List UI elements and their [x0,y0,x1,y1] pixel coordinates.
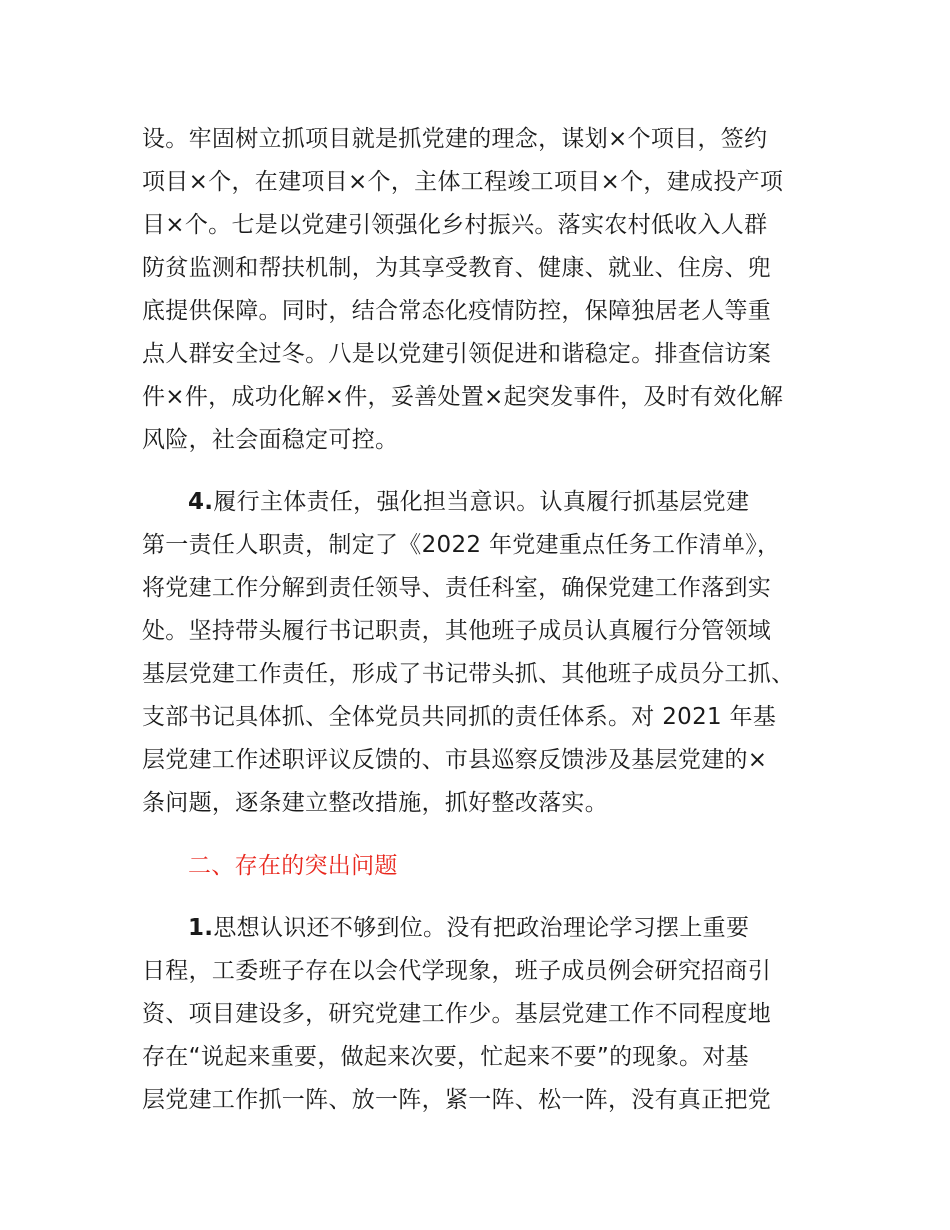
paragraph-line: 风险，社会面稳定可控。 [142,427,399,453]
paragraph-line: 支部书记具体抓、全体党员共同抓的责任体系。对 2021 年基 [142,704,777,730]
paragraph-text: 履行主体责任，强化担当意识。认真履行抓基层党建 [213,489,750,515]
paragraph-text: 思想认识还不够到位。没有把政治理论学习摆上重要 [213,915,750,941]
item-number: 1. [188,915,214,941]
paragraph-line: 层党建工作述职评议反馈的、市县巡察反馈涉及基层党建的× [142,747,768,773]
paragraph-first-line [188,913,749,943]
paragraph-first-line [188,487,749,517]
paragraph-line: 基层党建工作责任，形成了书记带头抓、其他班子成员分工抓、 [142,661,795,687]
paragraph-line: 存在“说起来重要，做起来次要，忙起来不要”的现象。对基 [142,1044,749,1070]
paragraph-line: 第一责任人职责，制定了《2022 年党建重点任务工作清单》， [142,532,781,558]
paragraph-line: 防贫监测和帮扶机制，为其享受教育、健康、就业、住房、兜 [142,255,772,281]
paragraph-line: 将党建工作分解到责任领导、责任科室，确保党建工作落到实 [142,575,772,601]
paragraph-line: 点人群安全过冬。八是以党建引领促进和谐稳定。排查信访案 [142,341,772,367]
paragraph-line: 设。牢固树立抓项目就是抓党建的理念，谋划×个项目，签约 [142,126,768,152]
paragraph-line: 条问题，逐条建立整改措施，抓好整改落实。 [142,790,608,816]
section-heading: 二、存在的突出问题 [188,853,398,879]
item-number: 4. [188,489,214,515]
paragraph-line: 件×件，成功化解×件，妥善处置×起突发事件，及时有效化解 [142,384,784,410]
paragraph-line: 底提供保障。同时，结合常态化疫情防控，保障独居老人等重 [142,298,772,324]
paragraph-line: 目×个。七是以党建引领强化乡村振兴。落实农村低收入人群 [142,212,768,238]
paragraph-line: 项目×个，在建项目×个，主体工程竣工项目×个，建成投产项 [142,169,784,195]
paragraph-line: 处。坚持带头履行书记职责，其他班子成员认真履行分管领域 [142,618,772,644]
paragraph-line: 层党建工作抓一阵、放一阵，紧一阵、松一阵，没有真正把党 [142,1087,772,1113]
paragraph-line: 资、项目建设多，研究党建工作少。基层党建工作不同程度地 [142,1001,772,1027]
paragraph-line: 日程，工委班子存在以会代学现象，班子成员例会研究招商引 [142,958,772,984]
